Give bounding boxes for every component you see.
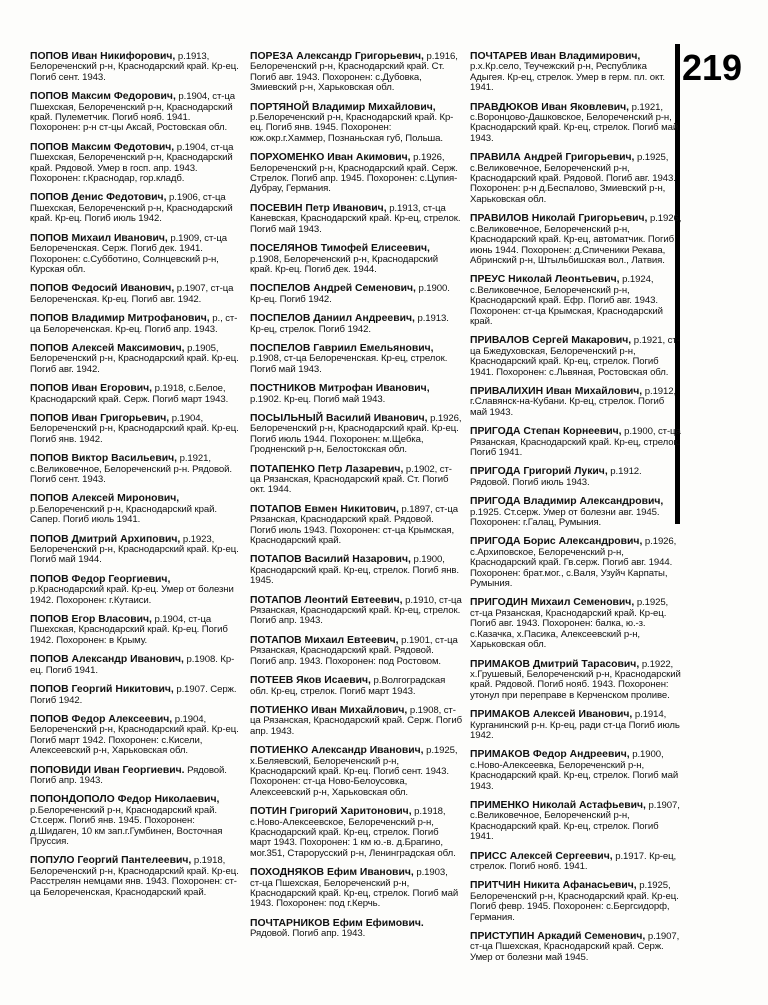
entry-text: р.Волгоградская обл. Кр-ец, стрелок. Погиб март 1943. — [250, 675, 446, 697]
entry — [470, 537, 682, 589]
entry — [250, 636, 462, 667]
entry — [30, 454, 242, 485]
entry-text: р.1912, г.Славянск-на-Кубани. Кр-ец, стрелок. Погиб май 1943. — [470, 385, 677, 418]
entry-text: р.1926, Белореченский р-н, Краснодарский край. Серж. Стрелок. Погиб апр. 1945. Похоронен: с.Цупия-Дубрау, Германия. — [250, 152, 458, 195]
entry-text: р.1909, ст-ца Белореченская. Серж. Погиб дек. 1941. Похоронен: с.Субботино, Солнцевский р-н, Курская обл. — [30, 232, 227, 275]
entry — [250, 52, 462, 94]
entry-name: ПОСПЕЛОВ Гавриил Емельянович, — [250, 342, 434, 354]
entry — [250, 244, 462, 275]
entry-name: ПРИВАЛИХИН Иван Михайлович, — [470, 385, 643, 397]
entry-text: р.1908, ст-ца Белореченская. Кр-ец, стрелок. Погиб май 1943. — [250, 353, 448, 375]
entry — [30, 414, 242, 445]
entry-text: р.1921, с.Великовечное, Белореченский р-н. Рядовой. Погиб сент. 1943. — [30, 453, 232, 485]
entry-text: р.1907. Серж. Погиб 1942. — [30, 684, 237, 706]
entry-text: р.1913, Белореченский р-н, Краснодарский край. Кр-ец. Погиб сент. 1943. — [30, 51, 239, 83]
entry-text: р.1908. Кр-ец. Погиб 1941. — [30, 654, 235, 676]
entry — [470, 387, 682, 418]
entry-name: ПОСЫЛЬНЫЙ Василий Иванович, — [250, 412, 428, 424]
entry-text: р.1926, с.Архиповское, Белореченский р-н, Краснодарский край. Гв.серж. Погиб авг. 1944. Похоронен: брат.мог., с.Валя, Узуйч Карпаты, Румыния. — [470, 536, 677, 590]
entry-name: ПОПОВ Александр Иванович, — [30, 654, 184, 666]
entry-text: р.1907, ст-ца Белореченская. Кр-ец. Погиб авг. 1942. — [30, 283, 234, 305]
entry — [30, 384, 242, 405]
entry-name: ПОПОВ Федор Георгиевич, — [30, 573, 171, 585]
entry-name: ПОПОВ Федосий Иванович, — [30, 283, 175, 295]
entry-name: ПОТАПОВ Леонтий Евтеевич, — [250, 594, 403, 606]
entry-name: ПОРТЯНОЙ Владимир Михайлович, — [250, 101, 436, 113]
entry-name: ПОСЕВИН Петр Иванович, — [250, 202, 387, 214]
entry-name: ПОТАПОВ Евмен Никитович, — [250, 503, 399, 515]
entry — [30, 344, 242, 375]
entry-text: р.1906, ст-ца Пшехская, Белореченский р-н, Краснодарский край. Кр-ец. Погиб июль 1942. — [30, 192, 233, 225]
entry-name: ПРИВАЛОВ Сергей Макарович, — [470, 335, 632, 347]
entry-text: р., ст-ца Белореченская. Кр-ец. Погиб апр. 1943. — [30, 313, 238, 335]
entry-name: ПОПОВ Федор Алексеевич, — [30, 713, 173, 725]
entry — [250, 555, 462, 586]
entry — [30, 856, 242, 898]
entry — [470, 497, 682, 528]
entry-text: р.1904, ст-ца Пшехская, Белореченский р-н, Краснодарский край. Рядовой. Умер в госп. апр. 1943. Похоронен: г.Краснодар, гор.кладб. — [30, 141, 234, 185]
entry-text: р.1904, ст-ца Пшехская, Краснодарский край. Кр-ец. Погиб 1942. Похоронен: в Крыму. — [30, 614, 228, 646]
entry-text: р.1908, Белореченский р-н, Краснодарский край. Кр-ец. Погиб дек. 1944. — [250, 253, 439, 275]
entry — [470, 801, 682, 843]
entry-name: ПРИГОДА Григорий Лукич, — [470, 466, 608, 478]
entry-name: ПРЕУС Николай Леонтьевич, — [470, 274, 620, 286]
entry-text: р.1901, ст-ца Рязанская, Краснодарский край. Рядовой. Погиб апр. 1943. Похоронен: под Ростовом. — [250, 634, 458, 667]
entry — [30, 535, 242, 566]
entry-text: р.1918, с.Ново-Алексеевское, Белореченский р-н, Краснодарский край. Кр-ец, стрелок. Погиб март 1943. Похоронен: 1 км ю.-в. д.Брагино, мог.351, Старорусский р-н, Ленинградская обл. — [250, 806, 456, 859]
entry-text: р.1925. Ст.серж. Умер от болезни авг. 1945. Похоронен: г.Галац, Румыния. — [470, 506, 660, 529]
entry-text: Рядовой. Погиб апр. 1943. — [250, 928, 366, 940]
entry-text: р.1921, ст-ца Бжедуховская, Белореченский р-н, Краснодарский край. Кр-ец, стрелок. Погиб 1941. Похоронен: с.Львяная, Ростовская обл. — [470, 335, 680, 378]
entry-text: р.1925, ст-ца Рязанская, Краснодарский край. Кр-ец. Погиб авг. 1943. Похоронен: балка, ю.-з. с.Казачка, х.Пасика, Алексеевский р-н, Харьковская обл. — [470, 597, 669, 651]
entry — [470, 153, 682, 205]
entry — [30, 575, 242, 606]
entry — [30, 715, 242, 757]
entry-text: р.1902, ст-ца Рязанская, Краснодарский край. Ст. Погиб окт. 1944. — [250, 463, 452, 496]
entry-name: ПОТЕЕВ Яков Исаевич, — [250, 675, 371, 687]
entry-text: р.Белореченский р-н, Краснодарский край. Ст.серж. Погиб янв. 1945. Похоронен: д.Шидаген, 10 км зап.г.Гумбинен, Восточная Пруссия. — [30, 804, 223, 847]
entry-name: ПОПОВ Алексей Миронович, — [30, 493, 180, 505]
column-3 — [470, 52, 682, 972]
entry — [30, 143, 242, 185]
entry-text: р.1914, Курганинский р-н. Кр-ец, ради ст-ца Погиб июль 1942. — [470, 709, 680, 741]
entry — [250, 706, 462, 737]
entry-text: р.1903, ст-ца Пшехская, Белореченский р-н, Краснодарский край. Кр-ец, стрелок. Погиб май 1943. Похоронен: под г.Керчь. — [250, 867, 459, 910]
entry-text: р.Краснодарский край. Кр-ец. Умер от болезни 1942. Похоронен: г.Кутаиси. — [30, 584, 234, 606]
column-2 — [250, 52, 462, 949]
entry-text: р.1925, Белореченский р-н, Краснодарский край. Кр-ец. Погиб февр. 1945. Похоронен: с.Бергсидорф, Германия. — [470, 880, 679, 923]
entry — [470, 467, 682, 488]
entry-text: р.1910, ст-ца Рязанская, Краснодарский край. Кр-ец, стрелок. Погиб апр. 1943. — [250, 594, 462, 627]
entry-text: р.х.Кр.село, Теучежский р-н, Республика Адыгея. Кр-ец, стрелок. Умер в герм. пл. окт. 1941. — [470, 61, 665, 94]
entry-name: ПРИТЧИН Никита Афанасьевич, — [470, 880, 637, 892]
entry — [470, 598, 682, 650]
entry-text: Рядовой. Погиб апр. 1943. — [30, 764, 227, 786]
entry-text: р.1924, с.Великовечное, Белореченский р-н, Краснодарский край. Ефр. Погиб авг. 1943. Похоронен: ст-ца Крымская, Краснодарский край. — [470, 274, 663, 327]
entry-name: ПОСПЕЛОВ Андрей Семенович, — [250, 283, 416, 295]
entry-name: ПОПОВ Егор Власович, — [30, 614, 152, 626]
entry-name: ПРИСТУПИН Аркадий Семенович, — [470, 931, 646, 943]
entry-text: р.1907, с.Великовечное, Белореченский р-н, Краснодарский край. Кр-ец, стрелок. Погиб 1941. — [470, 799, 680, 843]
entry — [250, 153, 462, 195]
entry — [250, 505, 462, 547]
entry — [470, 660, 682, 702]
entry-name: ПРИМЕНКО Николай Астафьевич, — [470, 799, 646, 811]
entry-name: ПОПОВ Максим Федорович, — [30, 91, 176, 103]
entry — [30, 795, 242, 847]
page-number: 219 — [682, 47, 743, 88]
entry — [30, 193, 242, 224]
entry-text: р.1925, с.Великовечное, Белореченский р-н, Краснодарский край. Рядовой. Погиб авг. 1943. Похоронен: р-н д.Беспалово, Змиевский р-н, Харьковская обл. — [470, 152, 676, 205]
entry — [470, 710, 682, 741]
entry-name: ПОПУЛО Георгий Пантелеевич, — [30, 855, 192, 867]
entry-name: ПРАВДЮКОВ Иван Яковлевич, — [470, 101, 630, 113]
entry — [30, 685, 242, 706]
entry-name: ПРИСС Алексей Сергеевич, — [470, 850, 613, 862]
entry-text: р.1921, с.Воронцово-Дашковское, Белореченский р-н, Краснодарский край. Кр-ец, стрелок. Погиб май 1943. — [470, 101, 679, 144]
entry-text: р.1900, с.Ново-Алексеевка, Белореченский р-н, Краснодарский край. Кр-ец, стрелок. Погиб май 1943. — [470, 749, 679, 792]
entry-name: ПРИГОДИН Михаил Семенович, — [470, 597, 635, 609]
entry — [30, 314, 242, 335]
entry-text: р.1904, Белореченский р-н, Краснодарский край. Кр-ец. Погиб март 1942. Похоронен: с.Кисели, Алексеевский р-н, Харьковская обл. — [30, 713, 239, 757]
entry-name: ПОСТНИКОВ Митрофан Иванович, — [250, 383, 430, 395]
entry — [250, 465, 462, 496]
entry-name: ПОПОВИДИ Иван Георгиевич. — [30, 764, 185, 776]
entry-text: р.1916, Белореченский р-н, Краснодарский край. Ст. Погиб авг. 1943. Похоронен: с.Дубовка, Змиевский р-н, Харьковская обл. — [250, 51, 458, 94]
entry-text: р.1905, Белореченский р-н, Краснодарский край. Кр-ец. Погиб авг. 1942. — [30, 342, 239, 375]
entry-text: р.1922, х.Грушевый, Белореченский р-н, Краснодарский край. Рядовой. Погиб нояб. 1943. Похоронен: утонул при переправе в Керченском проливе. — [470, 658, 681, 701]
entry-text: р.1926, Белореченский р-н, Краснодарский край. Кр-ец. Погиб июль 1944. Похоронен: м.Щебка, Гродненский р-н, Белостокская обл. — [250, 412, 462, 456]
entry-name: ПОТАПОВ Михаил Евтеевич, — [250, 634, 399, 646]
entry-text: р.1918, с.Белое, Краснодарский край. Серж. Погиб март 1943. — [30, 383, 229, 405]
entry — [250, 344, 462, 375]
entry — [250, 868, 462, 910]
entry — [250, 807, 462, 859]
entry — [470, 881, 682, 923]
entry — [30, 234, 242, 276]
column-1 — [30, 52, 242, 907]
entry — [470, 852, 682, 873]
entry-name: ПОПОВ Иван Егорович, — [30, 383, 153, 395]
entry-text: р.Белореченский р-н, Краснодарский край. Кр-ец. Погиб янв. 1945. Похоронен: юж.окр.г.Хаммер, Познаньская губ, Польша. — [250, 112, 454, 144]
entry — [250, 746, 462, 798]
entry-name: ПОХОДНЯКОВ Ефим Иванович, — [250, 867, 414, 879]
entry-name: ПОПОВ Михаил Иванович, — [30, 232, 168, 244]
entry-name: ПОРЕЗА Александр Григорьевич, — [250, 51, 424, 62]
entry-text: р.1912. Рядовой. Погиб июль 1943. — [470, 466, 642, 488]
entry-name: ПОТИЕНКО Иван Михайлович, — [250, 704, 408, 716]
entry — [470, 427, 682, 458]
entry-name: ПРАВИЛА Андрей Григорьевич, — [470, 152, 635, 164]
entry-text: р.1923, Белореченский р-н, Краснодарский край. Кр-ец. Погиб май 1944. — [30, 533, 239, 566]
entry-text: р.1897, ст-ца Рязанская, Краснодарский край. Рядовой. Погиб июль 1943. Похоронен: ст-ца Крымская, Краснодарский край. — [250, 503, 459, 547]
entry-name: ПОПОВ Алексей Максимович, — [30, 342, 185, 354]
entry-name: ПРИГОДА Борис Александрович, — [470, 536, 643, 548]
entry-text: р.1913. Кр-ец, стрелок. Погиб 1942. — [250, 313, 449, 335]
entry-name: ПРИМАКОВ Алексей Иванович, — [470, 709, 633, 721]
entry-text: р.1908, ст-ца Рязанская, Краснодарский край. Серж. Погиб апр. 1943. — [250, 704, 462, 737]
entry-name: ПРИГОДА Владимир Александрович, — [470, 496, 664, 508]
entry-text: р.1907, ст-ца Пшехская, Краснодарский край. Серж. Умер от болезни май 1945. — [470, 931, 680, 963]
entry — [250, 204, 462, 235]
entry-name: ПОПОВ Владимир Митрофанович, — [30, 313, 210, 325]
entry-name: ПОПОВ Максим Федотович, — [30, 141, 175, 153]
entry-text: р.1913, ст-ца Каневская, Краснодарский край. Кр-ец, стрелок. Погиб май 1943. — [250, 202, 461, 235]
entry — [470, 275, 682, 327]
entry-name: ПОТИЕНКО Александр Иванович, — [250, 745, 424, 757]
entry — [470, 52, 682, 94]
entry-text: р.1904, Белореченский р-н, Краснодарский край. Кр-ец. Погиб янв. 1942. — [30, 412, 239, 445]
entry-name: ПОПОВ Виктор Васильевич, — [30, 453, 178, 465]
entry-name: ПРИМАКОВ Дмитрий Тарасович, — [470, 658, 640, 670]
entry — [250, 384, 462, 405]
entry-text: р.1900. Кр-ец. Погиб 1942. — [250, 283, 450, 305]
entry-text: р.1902. Кр-ец. Погиб май 1943. — [250, 393, 386, 405]
entry-name: ПОЧТАРЕВ Иван Владимирович, — [470, 51, 641, 62]
entry-name: ПОЧТАРНИКОВ Ефим Ефимович. — [250, 917, 424, 929]
entry — [470, 336, 682, 378]
entry — [30, 766, 242, 787]
entry-text: р.1904, ст-ца Пшехская, Белореченский р-н, Краснодарский край. Пулеметчик. Погиб нояб. 1941. Похоронен: р-н ст-цы Аксай, Ростовская обл. — [30, 91, 236, 134]
entry — [30, 284, 242, 305]
entry — [250, 596, 462, 627]
entry — [30, 494, 242, 525]
entry — [250, 103, 462, 145]
entry — [250, 676, 462, 697]
entry-name: ПОСПЕЛОВ Даниил Андреевич, — [250, 313, 415, 325]
entry-name: ПРИГОДА Степан Корнеевич, — [470, 426, 622, 438]
entry-name: ПОТАПОВ Василий Назарович, — [250, 554, 411, 566]
entry-name: ПОПОВ Георгий Никитович, — [30, 684, 174, 696]
entry-text: р.Белореченский р-н, Краснодарский край. Сапер. Погиб июль 1941. — [30, 503, 217, 526]
entry — [250, 414, 462, 456]
entry-text: р.1925, х.Беляевский, Белореченский р-н, Краснодарский край. Кр-ец. Погиб сент. 1943. Похоронен: ст-ца Ново-Белоусовка, Алексеевский р-н, Харьковская обл. — [250, 745, 458, 798]
entry-text: р.1900, Краснодарский край. Кр-ец, стрелок. Погиб янв. 1945. — [250, 554, 459, 587]
entry — [250, 284, 462, 305]
entry-name: ПРИМАКОВ Федор Андреевич, — [470, 749, 630, 761]
entry — [30, 52, 242, 83]
entry-name: ПРАВИЛОВ Николай Григорьевич, — [470, 213, 648, 225]
entry-text: р.1917. Кр-ец, стрелок. Погиб нояб. 1941. — [470, 850, 677, 872]
entry — [30, 615, 242, 646]
entry-text: р.1918, Белореченский р-н, Краснодарский край. Кр-ец. Расстрелян немцами янв. 1943. Похоронен: ст-ца Белореченская, Краснодарский край. — [30, 855, 239, 898]
entry — [470, 214, 682, 266]
entry — [30, 655, 242, 676]
entry-text: р.1926, с.Великовечное, Белореченский р-н, Краснодарский край. Кр-ец, автоматчик. Погиб июнь 1944. Похоронен: д.Спиченики Рекава, Абринский р-н, Штыльбишская вол., Латвия. — [470, 213, 682, 266]
entry-name: ПОПОНДОПОЛО Федор Николаевич, — [30, 794, 220, 806]
entry — [470, 750, 682, 792]
entry — [470, 103, 682, 145]
entry — [250, 314, 462, 335]
entry-name: ПОПОВ Денис Федотович, — [30, 192, 167, 204]
entry-name: ПОТИН Григорий Харитонович, — [250, 806, 412, 818]
entry-name: ПОПОВ Иван Григорьевич, — [30, 412, 170, 424]
entry-name: ПОРХОМЕНКО Иван Акимович, — [250, 152, 411, 164]
entry-name: ПОСЕЛЯНОВ Тимофей Елисеевич, — [250, 243, 430, 255]
entry-text: р.1900, ст-ца Рязанская, Краснодарский край. Кр-ец, стрелок. Погиб 1941. — [470, 426, 681, 458]
entry — [250, 919, 462, 940]
entry — [470, 932, 682, 963]
entry-name: ПОПОВ Дмитрий Архипович, — [30, 533, 181, 545]
entry-name: ПОТАПЕНКО Петр Лазаревич, — [250, 463, 404, 475]
entry — [30, 92, 242, 134]
entry-name: ПОПОВ Иван Никифорович, — [30, 51, 176, 62]
